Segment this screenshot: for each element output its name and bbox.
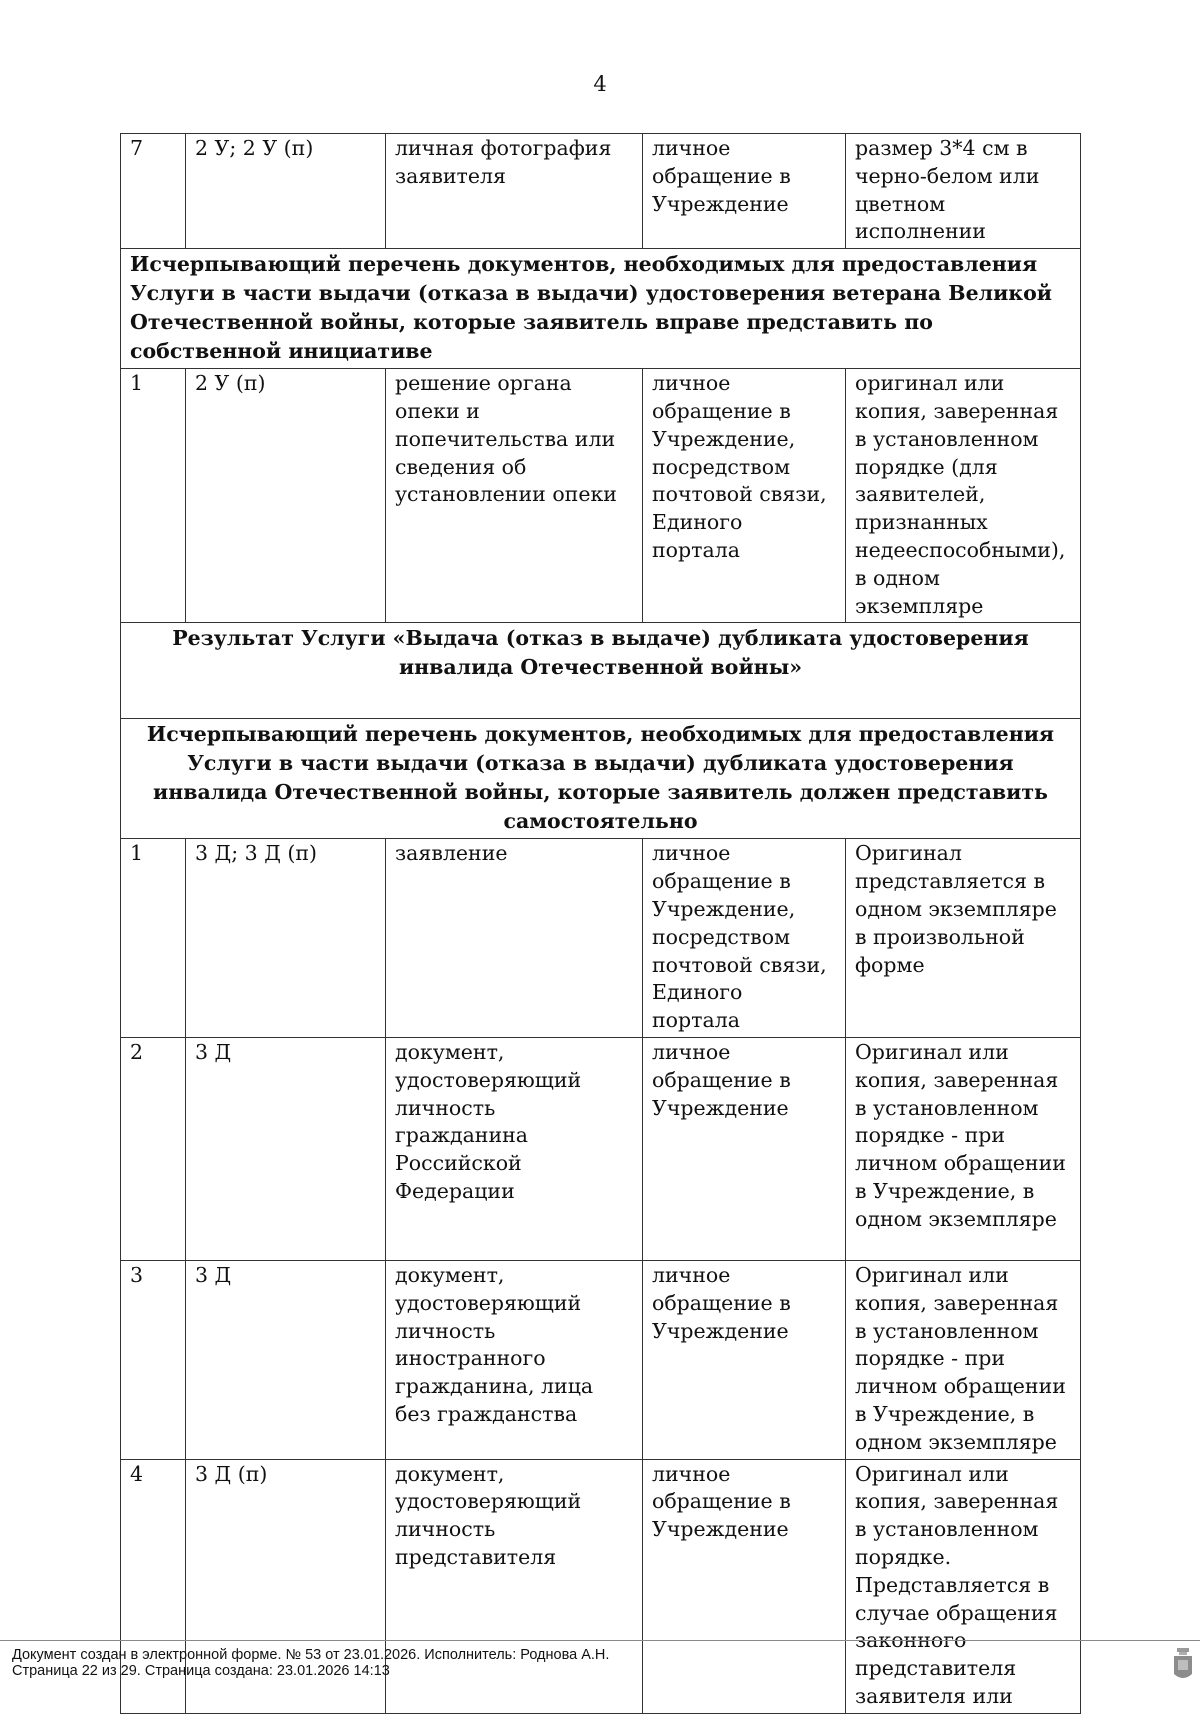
row-method: личное обращение в Учреждение — [643, 1459, 846, 1713]
footer-line-2: Страница 22 из 29. Страница создана: 23.01.2026 14:13 — [12, 1663, 390, 1679]
section-title-result: Результат Услуги «Выдача (отказ в выдаче) дубликата удостоверения инвалида Отечественной войны» — [121, 623, 1081, 719]
table-row — [121, 369, 1081, 623]
section-title-voluntary: Исчерпывающий перечень документов, необходимых для предоставления Услуги в части выдачи (отказа в выдачи) удостоверения ветерана Великой Отечественной войны, которые заявитель вправе представить по собственной инициативе — [121, 249, 1081, 369]
footer — [12, 1647, 609, 1679]
row-note: Оригинал или копия, заверенная в установленном порядке - при личном обращении в Учреждение, в одном экземпляре — [846, 1037, 1081, 1260]
row-number: 1 — [121, 839, 186, 1038]
row-number: 3 — [121, 1260, 186, 1459]
row-note: оригинал или копия, заверенная в установленном порядке (для заявителей, признанных недееспособными), в одном экземпляре — [846, 369, 1081, 623]
row-code: 2 У; 2 У (п) — [186, 134, 386, 249]
row-document: решение органа опеки и попечительства или сведения об установлении опеки — [386, 369, 643, 623]
section-title-mandatory: Исчерпывающий перечень документов, необходимых для предоставления Услуги в части выдачи (отказа в выдачи) дубликата удостоверения инвалида Отечественной войны, которые заявитель должен представить самостоятельно — [121, 719, 1081, 839]
row-method: личное обращение в Учреждение, посредством почтовой связи, Единого портала — [643, 369, 846, 623]
footer-divider — [0, 1640, 1200, 1641]
row-document: документ, удостоверяющий личность гражданина Российской Федерации — [386, 1037, 643, 1260]
row-method: личное обращение в Учреждение — [643, 1260, 846, 1459]
row-document: документ, удостоверяющий личность иностранного гражданина, лица без гражданства — [386, 1260, 643, 1459]
table-row — [121, 1260, 1081, 1459]
row-method: личное обращение в Учреждение — [643, 1037, 846, 1260]
row-method: личное обращение в Учреждение — [643, 134, 846, 249]
row-number: 2 — [121, 1037, 186, 1260]
row-code: 3 Д — [186, 1260, 386, 1459]
row-code: 3 Д (п) — [186, 1459, 386, 1713]
row-note: Оригинал или копия, заверенная в установленном порядке. Представляется в случае обращения законного представителя заявителя или — [846, 1459, 1081, 1713]
row-number: 4 — [121, 1459, 186, 1713]
row-number: 7 — [121, 134, 186, 249]
row-number: 1 — [121, 369, 186, 623]
row-note: Оригинал или копия, заверенная в установленном порядке - при личном обращении в Учреждение, в одном экземпляре — [846, 1260, 1081, 1459]
row-code: 3 Д; 3 Д (п) — [186, 839, 386, 1038]
table-row — [121, 1037, 1081, 1260]
row-code: 3 Д — [186, 1037, 386, 1260]
section-header-row — [121, 249, 1081, 369]
table-row — [121, 134, 1081, 249]
row-note: размер 3*4 см в черно-белом или цветном исполнении — [846, 134, 1081, 249]
row-document: документ, удостоверяющий личность представителя — [386, 1459, 643, 1713]
page-number: 4 — [593, 72, 607, 96]
table-row — [121, 839, 1081, 1038]
documents-table — [120, 133, 1081, 1714]
coat-of-arms-icon — [1172, 1648, 1194, 1684]
section-header-row — [121, 719, 1081, 839]
section-header-row — [121, 623, 1081, 719]
row-method: личное обращение в Учреждение, посредством почтовой связи, Единого портала — [643, 839, 846, 1038]
row-document: личная фотография заявителя — [386, 134, 643, 249]
row-code: 2 У (п) — [186, 369, 386, 623]
row-document: заявление — [386, 839, 643, 1038]
row-note: Оригинал представляется в одном экземпляре в произвольной форме — [846, 839, 1081, 1038]
footer-line-1: Документ создан в электронной форме. № 53 от 23.01.2026. Исполнитель: Роднова А.Н. — [12, 1647, 610, 1663]
